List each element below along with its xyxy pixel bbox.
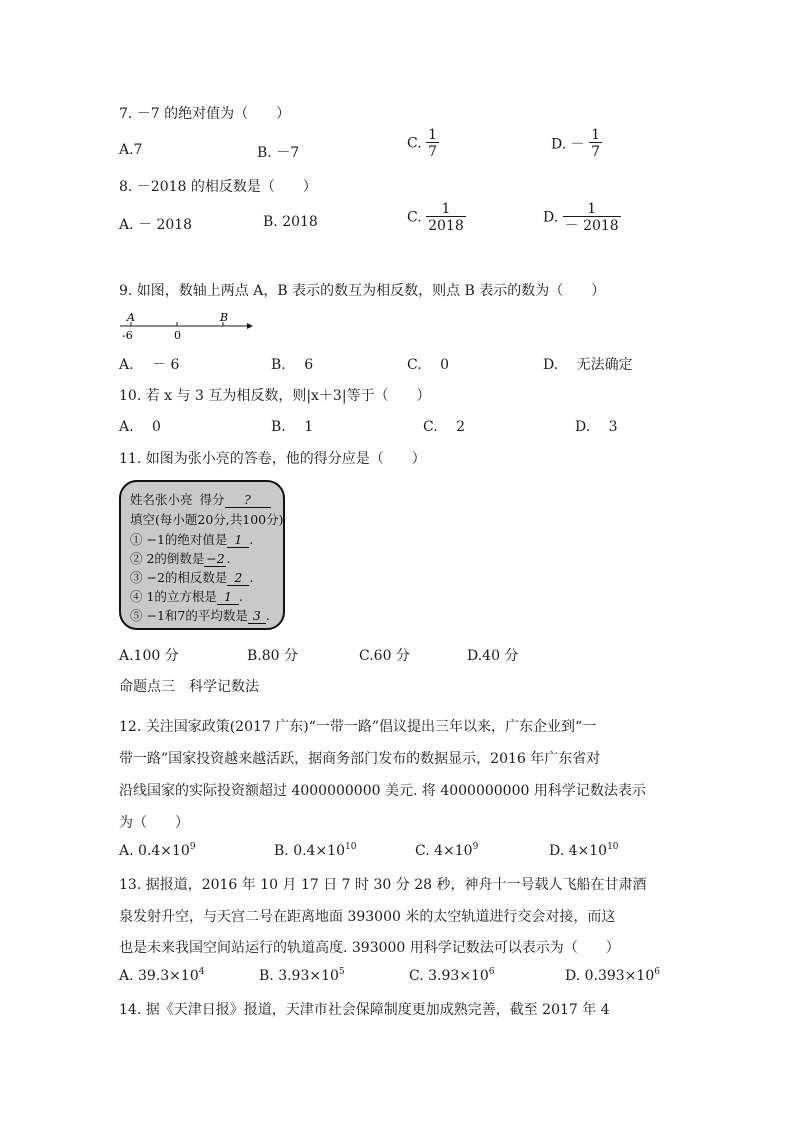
q13-line-1: 13. 据报道，2016 年 10 月 17 日 7 时 30 分 28 秒，神舟十一号载人飞船在甘肃酒 bbox=[119, 877, 647, 893]
card-row-5: ⑤ −1和7的平均数是 3 . bbox=[130, 608, 270, 623]
q7-option-c bbox=[407, 128, 439, 159]
q12-b-exponent: 10 bbox=[345, 842, 357, 852]
q13-b-base: B. 3.93×10 bbox=[259, 968, 339, 984]
q7-d-denominator: 7 bbox=[591, 144, 601, 160]
q8-option-b: B. 2018 bbox=[263, 214, 318, 230]
item-2-answer: −2 bbox=[206, 551, 225, 566]
item-2-text: ② 2的倒数是 bbox=[130, 551, 205, 566]
axis-arrow bbox=[247, 323, 253, 329]
q7-d-numerator: 1 bbox=[591, 127, 601, 143]
q10-option-c: C. 2 bbox=[423, 419, 466, 435]
q12-line-1: 12. 关注国家政策(2017 广东)“一带一路”倡议提出三年以来，广东企业到“一 bbox=[119, 719, 597, 735]
q8-c-fraction bbox=[426, 202, 466, 233]
q12-option-b bbox=[274, 843, 356, 859]
q11-stem: 11. 如图为张小亮的答卷，他的得分应是（ ） bbox=[119, 451, 426, 467]
item-3-answer: 2 bbox=[227, 570, 249, 586]
q13-c-exponent: 6 bbox=[488, 967, 495, 977]
q13-a-base: A. 39.3×10 bbox=[119, 968, 199, 984]
point-b-label: B bbox=[220, 311, 229, 324]
q8-option-c bbox=[407, 202, 466, 233]
q8-c-denominator: 2018 bbox=[428, 218, 464, 234]
q9-number-line bbox=[119, 310, 259, 342]
answer-sheet-card bbox=[119, 480, 285, 630]
item-3-text: ③ −2的相反数是 bbox=[130, 570, 228, 585]
section-heading: 命题点三 科学记数法 bbox=[119, 679, 259, 695]
q12-c-base: C. 4×10 bbox=[415, 843, 473, 859]
q13-option-c bbox=[409, 968, 495, 984]
q10-option-b: B. 1 bbox=[271, 419, 314, 435]
q7-c-fraction bbox=[426, 128, 439, 159]
q8-c-prefix: C. bbox=[407, 209, 422, 226]
q13-line-2: 泉发射升空，与天宫二号在距离地面 393000 米的太空轨道进行交会对接，而这 bbox=[119, 909, 616, 925]
q8-d-prefix: D. bbox=[543, 209, 559, 226]
q8-stem: 8. －2018 的相反数是（ ） bbox=[119, 179, 317, 195]
q9-option-d: D. 无法确定 bbox=[543, 357, 633, 373]
card-row-2: ② 2的倒数是 −2 . bbox=[130, 551, 231, 566]
q7-c-prefix: C. bbox=[407, 135, 422, 152]
q7-d-prefix: D. － bbox=[551, 136, 585, 153]
q13-option-a bbox=[119, 968, 204, 984]
q8-d-fraction bbox=[563, 202, 621, 233]
q12-line-4: 为（ ） bbox=[119, 815, 189, 831]
q13-option-b bbox=[259, 968, 345, 984]
q12-b-base: B. 0.4×10 bbox=[274, 843, 345, 859]
q13-a-exponent: 4 bbox=[198, 967, 205, 977]
q7-option-d bbox=[551, 128, 602, 159]
card-row-instructions: 填空(每小题20分,共100分) bbox=[130, 512, 284, 527]
q9-option-c: C. 0 bbox=[407, 357, 450, 373]
q11-option-b: B.80 分 bbox=[247, 648, 299, 664]
q11-option-a: A.100 分 bbox=[119, 648, 179, 664]
q9-option-a: A. － 6 bbox=[119, 357, 180, 373]
q13-line-3: 也是未来我国空间站运行的轨道高度. 393000 用科学记数法可以表示为（ ） bbox=[119, 940, 620, 956]
item-4-answer: 1 bbox=[217, 589, 239, 605]
q11-option-c: C.60 分 bbox=[359, 648, 410, 664]
q8-d-denominator: － 2018 bbox=[564, 218, 619, 234]
card-row-1: ① −1的绝对值是 1 . bbox=[130, 532, 254, 547]
q11-option-d: D.40 分 bbox=[467, 648, 519, 664]
card-row-3: ③ −2的相反数是 2 . bbox=[130, 570, 254, 585]
q9-option-b: B. 6 bbox=[271, 357, 314, 373]
q12-a-base: A. 0.4×10 bbox=[119, 843, 190, 859]
q12-line-3: 沿线国家的实际投资额超过 4000000000 美元. 将 4000000000 用科学记数法表示 bbox=[119, 783, 646, 799]
item-1-text: ① −1的绝对值是 bbox=[130, 532, 228, 547]
q13-d-base: D. 0.393×10 bbox=[565, 968, 655, 984]
q8-c-numerator: 1 bbox=[441, 201, 451, 217]
q13-option-d bbox=[565, 968, 660, 984]
q7-c-numerator: 1 bbox=[428, 127, 438, 143]
q7-c-denominator: 7 bbox=[428, 144, 438, 160]
q12-line-2: 带一路”国家投资越来越活跃，据商务部门发布的数据显示，2016 年广东省对 bbox=[119, 751, 601, 767]
q8-d-numerator: 1 bbox=[587, 201, 597, 217]
q10-option-d: D. 3 bbox=[575, 419, 618, 435]
q10-option-a: A. 0 bbox=[119, 419, 161, 435]
q10-stem: 10. 若 x 与 3 互为相反数，则|x＋3|等于（ ） bbox=[119, 388, 431, 404]
item-5-text: ⑤ −1和7的平均数是 bbox=[130, 608, 248, 623]
q12-d-exponent: 10 bbox=[607, 842, 619, 852]
item-5-answer: 3 bbox=[248, 608, 266, 624]
q12-c-exponent: 9 bbox=[472, 842, 479, 852]
card-row-4: ④ 1的立方根是 1 . bbox=[130, 589, 243, 604]
q13-c-base: C. 3.93×10 bbox=[409, 968, 489, 984]
item-1-answer: 1 bbox=[227, 532, 249, 548]
q7-option-a: A.7 bbox=[119, 142, 143, 158]
q7-stem: 7. －7 的绝对值为（ ） bbox=[119, 106, 291, 122]
q7-option-b: B. －7 bbox=[257, 145, 300, 161]
card-row-header bbox=[130, 490, 271, 508]
q12-a-exponent: 9 bbox=[189, 842, 196, 852]
q13-d-exponent: 6 bbox=[654, 967, 660, 977]
q12-d-base: D. 4×10 bbox=[549, 843, 608, 859]
name-label: 姓名 bbox=[130, 492, 156, 507]
student-name: 张小亮 bbox=[155, 492, 193, 507]
tick-label-neg6: -6 bbox=[122, 329, 133, 342]
point-a-label: A bbox=[127, 311, 135, 324]
score-value: ? bbox=[225, 492, 271, 508]
q13-b-exponent: 5 bbox=[338, 967, 345, 977]
q9-stem: 9. 如图，数轴上两点 A，B 表示的数互为相反数，则点 B 表示的数为（ ） bbox=[119, 283, 606, 299]
q8-option-d bbox=[543, 202, 621, 233]
q12-option-c bbox=[415, 843, 478, 859]
tick-label-zero: 0 bbox=[174, 329, 181, 342]
q12-option-d bbox=[549, 843, 619, 859]
q8-option-a: A. － 2018 bbox=[119, 217, 193, 233]
number-line-figure bbox=[119, 310, 259, 342]
score-label: 得分 bbox=[199, 492, 225, 507]
q7-d-fraction bbox=[589, 128, 602, 159]
q14-line-1: 14. 据《天津日报》报道，天津市社会保障制度更加成熟完善，截至 2017 年 4 bbox=[119, 1002, 610, 1018]
item-4-text: ④ 1的立方根是 bbox=[130, 589, 217, 604]
q12-option-a bbox=[119, 843, 196, 859]
